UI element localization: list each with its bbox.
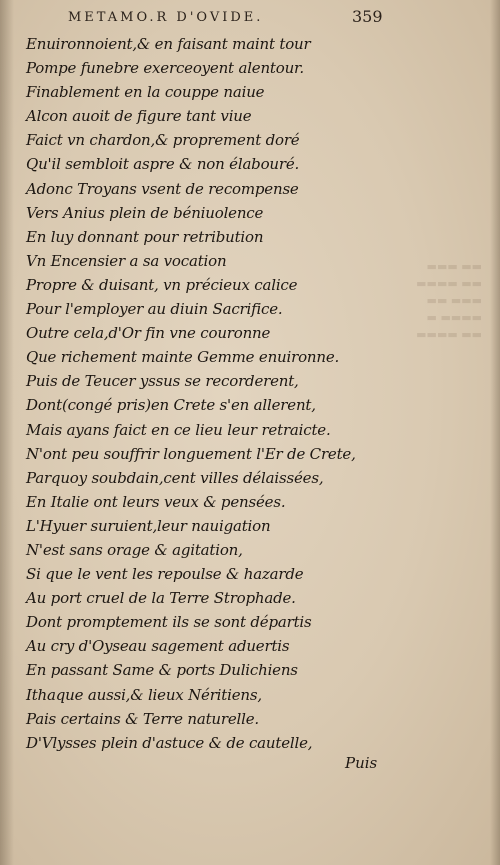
verse-line: L'Hyuer suruient,leur nauigation <box>26 516 271 535</box>
verse-line: Au port cruel de la Terre Strophade. <box>26 589 296 608</box>
verse-line: Faict vn chardon,& proprement doré <box>26 131 300 150</box>
verse-line: Mais ayans faict en ce lieu leur retraicte. <box>26 420 331 439</box>
catchword: Puis <box>345 754 378 772</box>
verse-line: Que richement mainte Gemme enuironne. <box>26 348 340 367</box>
verse-line: Propre & duisant, vn précieux calice <box>26 275 298 294</box>
verse-line: En luy donnant pour retribution <box>26 227 264 246</box>
verse-line: Pour l'employer au diuin Sacrifice. <box>26 300 283 319</box>
verse-line: Puis de Teucer yssus se recorderent, <box>26 372 299 391</box>
verse-line: Qu'il sembloit aspre & non élabouré. <box>26 155 300 174</box>
verse-block <box>26 32 356 755</box>
verse-line: En passant Same & ports Dulichiens <box>26 661 298 680</box>
verse-line: Parquoy soubdain,cent villes délaissées, <box>26 468 324 487</box>
verse-line: Finablement en la couppe naiue <box>26 83 265 102</box>
verse-line: Dont promptement ils se sont départis <box>26 613 312 632</box>
verse-line: Vers Anius plein de béniuolence <box>26 203 264 222</box>
verse-line: Au cry d'Oyseau sagement aduertis <box>26 637 290 656</box>
verse-line: Enuironnoient,& en faisant maint tour <box>26 35 311 53</box>
running-head: METAMO.R D'OVIDE. <box>68 10 264 25</box>
page-number: 359 <box>352 7 383 26</box>
verse-line: Dont(congé pris)en Crete s'en allerent, <box>26 396 316 415</box>
verse-line: Outre cela,d'Or fin vne couronne <box>26 324 271 343</box>
verse-line: Vn Encensier a sa vocation <box>26 251 227 270</box>
verse-line: Pais certains & Terre naturelle. <box>26 709 259 728</box>
page-header <box>0 6 500 32</box>
verse-line: D'Vlysses plein d'astuce & de cautelle, <box>26 733 313 752</box>
verse-line: Pompe funebre exerceoyent alentour. <box>26 59 304 78</box>
verse-line: Alcon auoit de figure tant viue <box>26 107 252 126</box>
verse-line: En Italie ont leurs veux & pensées. <box>26 492 286 511</box>
verse-line: N'est sans orage & agitation, <box>26 540 243 559</box>
verse-line: Adonc Troyans vsent de recompense <box>26 179 299 198</box>
verse-line: N'ont peu souffrir longuement l'Er de Crete, <box>26 444 356 463</box>
show-through-text: ▬▬ ▬▬▬ ▬▬ ▬▬▬▬ ▬▬▬ ▬▬ ▬▬▬▬ ▬ ▬▬ ▬▬▬▬ <box>416 260 482 341</box>
verse-line: Ithaque aussi,& lieux Néritiens, <box>26 685 262 704</box>
verse-line: Si que le vent les repoulse & hazarde <box>26 565 304 584</box>
